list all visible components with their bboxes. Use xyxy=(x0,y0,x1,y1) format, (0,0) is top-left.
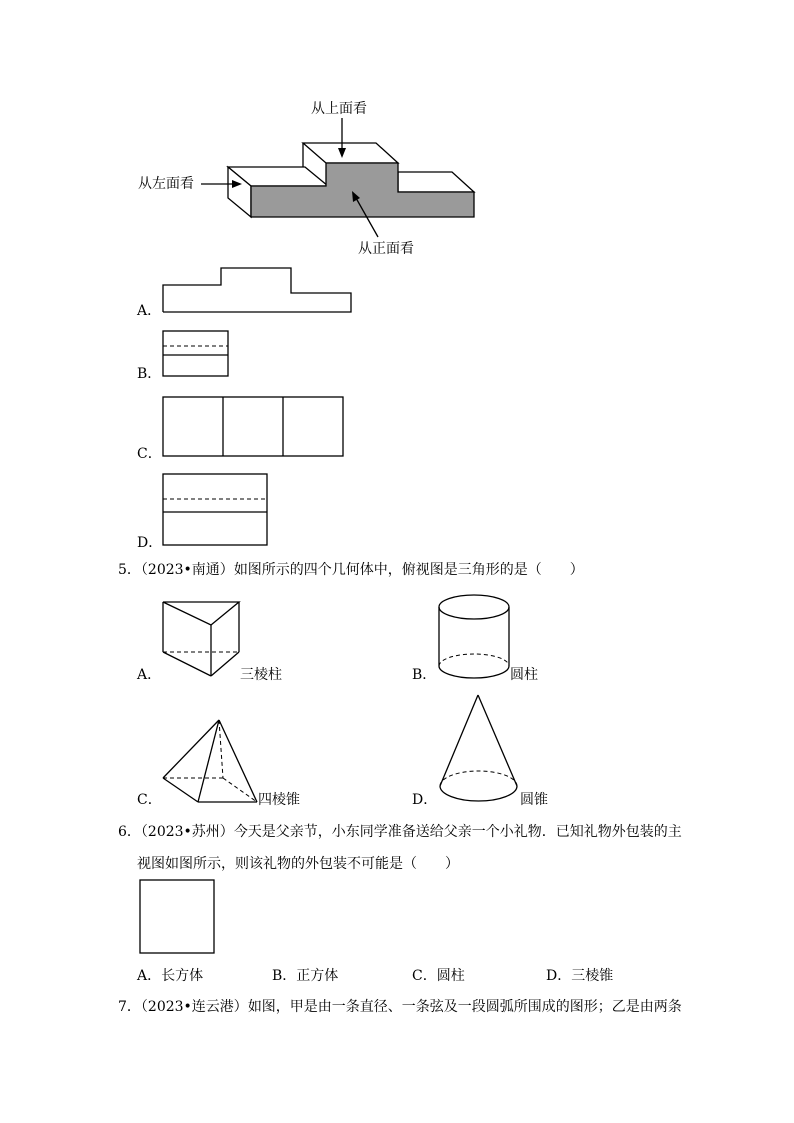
q7-text: 如图，甲是由一条直径、一条弦及一段圆弧所围成的图形；乙是由两条 xyxy=(247,999,682,1015)
q6-option-d[interactable]: D．三棱锥 xyxy=(546,968,614,984)
q4-option-a-letter[interactable]: A． xyxy=(137,303,162,319)
q5-source: （2023•南通） xyxy=(140,562,234,578)
q7-question xyxy=(118,999,682,1015)
q6-number: 6． xyxy=(118,824,141,840)
q5-option-d-name: 圆锥 xyxy=(520,792,548,808)
q7-number: 7． xyxy=(118,999,141,1015)
q4-option-c-letter[interactable]: C． xyxy=(137,446,162,462)
label-from-top: 从上面看 xyxy=(311,101,367,117)
q6-option-c[interactable]: C．圆柱 xyxy=(412,968,465,984)
label-from-front: 从正面看 xyxy=(358,241,414,257)
q5-text: 如图所示的四个几何体中，俯视图是三角形的是（ ） xyxy=(233,562,584,578)
q5-option-a-letter[interactable]: A． xyxy=(137,667,162,683)
q6-source: （2023•苏州） xyxy=(140,824,234,840)
q5-option-b-name: 圆柱 xyxy=(510,667,538,683)
q5-option-c-letter[interactable]: C． xyxy=(137,792,162,808)
q5-option-b-letter[interactable]: B． xyxy=(412,667,437,683)
q4-option-b-letter[interactable]: B． xyxy=(137,366,162,382)
q6-question-line2: 视图如图所示，则该礼物的外包装不可能是（ ） xyxy=(137,856,459,872)
q7-source: （2023•连云港） xyxy=(140,999,248,1015)
q6-option-a[interactable]: A．长方体 xyxy=(137,968,204,984)
q6-text-line1: 今天是父亲节，小东同学准备送给父亲一个小礼物．已知礼物外包装的主 xyxy=(233,824,682,840)
q4-option-d-letter[interactable]: D． xyxy=(137,535,163,551)
q5-option-c-name: 四棱锥 xyxy=(258,792,300,808)
q5-number: 5． xyxy=(118,562,141,578)
q6-option-b[interactable]: B．正方体 xyxy=(272,968,339,984)
q5-option-d-letter[interactable]: D． xyxy=(412,792,438,808)
q5-option-a-name: 三棱柱 xyxy=(240,667,282,683)
label-from-left: 从左面看 xyxy=(138,176,194,192)
